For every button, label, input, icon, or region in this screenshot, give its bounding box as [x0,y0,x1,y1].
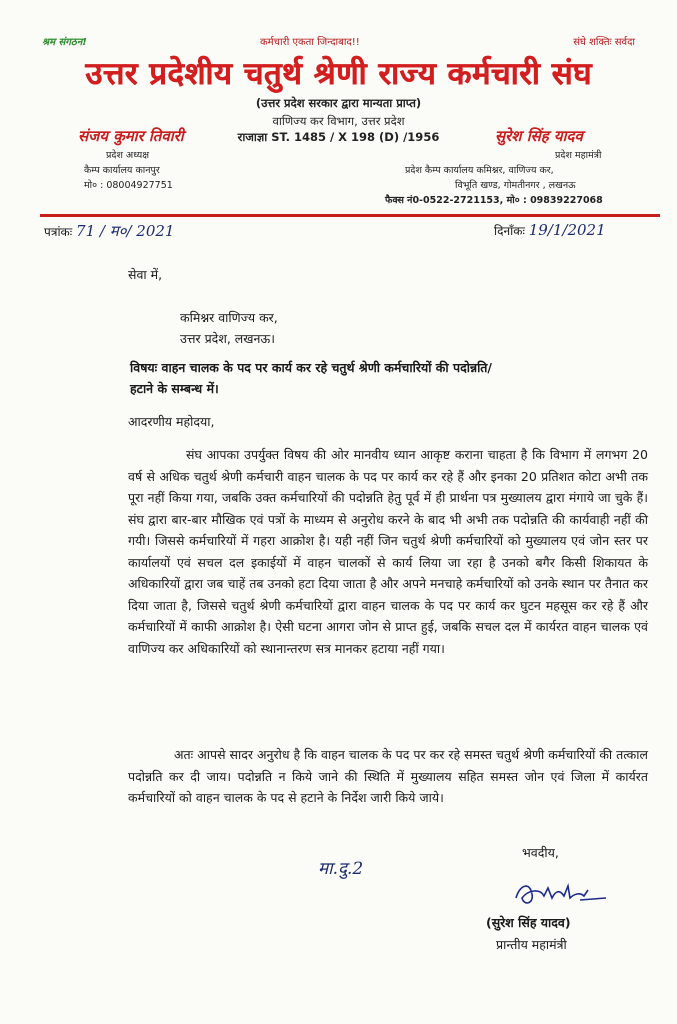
recognition-line: (उत्तर प्रदेश सरकार द्वारा मान्यता प्राप्त) [255,96,422,110]
signer-name: (सुरेश सिंह यादव) [486,915,571,930]
slogan-right: संघे शक्तिः सर्वदा [573,37,635,48]
letter-date-label: दिनाँकः [494,224,525,238]
header-divider [40,214,660,217]
reference-number [44,221,174,241]
left-office-location: कैम्प कार्यालय कानपुर [84,165,160,176]
subject-line-1: विषयः वाहन चालक के पद पर कार्य कर रहे चतुर्थ श्रेणी कर्मचारियों की पदोन्नति/ [130,360,493,375]
reference-number-value: 71 / म०/ 2021 [76,222,175,240]
left-office-block [78,126,184,193]
greeting: आदरणीय महोदया, [128,414,215,429]
right-office-designation: प्रदेश महामंत्री [555,150,602,161]
recipient-line-2: उत्तर प्रदेश, लखनऊ। [180,331,275,346]
signer-title: प्रान्तीय महामंत्री [496,937,567,952]
body-paragraph-1: संघ आपका उपर्युक्त विषय की ओर मानवीय ध्यान आकृष्ट कराना चाहता है कि विभाग में लगभग 20 वर्ष से अधिक चतुर्थ श्रेणी कर्मचारी वाहन चालक के पद पर कार्य कर रहे हैं और इनका 20 प्रतिशत कोटा अभी तक पूरा नहीं किया गया, जबकि उक्त कर्मचारियों की पदोन्नति हेतु पूर्व में ही प्रार्थना पत्र मुख्यालय द्वारा मंगाये जा चुके हैं। संघ द्वारा बार-बार मौखिक एवं पत्रों के माध्यम से अनुरोध करने के बाद भी अभी तक पदोन्नति की कार्यवाही नहीं की गयी। जिससे कर्मचारियों में गहरा आक्रोश है। यही नहीं जिन चतुर्थ श्रेणी कर्मचारियों को मुख्यालय एवं जोन स्तर पर कार्यालयों एवं सचल दल इकाईयों में वाहन चालकों से कार्य लिया जा रहा है उनको बगैर किसी शिकायत के अधिकारियों द्वारा जब चाहें तब उनको हटा दिया जाता है और अपने मनचाहे कर्मचारियों को उनके स्थान पर तैनात कर दिया जाता है, जिससे चतुर्थ श्रेणी कर्मचारियों द्वारा वाहन चालक के पद पर कार्य कर घुटन महसूस कर रहे हैं और कर्मचारियों में काफी आक्रोश है। ऐसी घटना आगरा जोन से प्राप्त हुई, जबकि सचल दल में कार्यरत वाहन चालक एवं वाणिज्य कर अधिकारियों को स्थानान्तरण सत्र मानकर हटाया नहीं गया। [128,447,648,656]
handwritten-annotation: मा.दु.2 [318,859,364,879]
body-paragraph-2: अतः आपसे सादर अनुरोध है कि वाहन चालक के पद पर कर रहे समस्त चतुर्थ श्रेणी कर्मचारियों की तत्काल पदोन्नति कर दी जाय। पदोन्नति न किये जाने की स्थिति में मुख्यालय सहित समस्त जोन एवं जिला में कार्यरत कर्मचारियों को वाहन चालक के पद से हटाने के निर्देश जारी किये जाये। [128,747,648,805]
right-office-address-1: प्रदेश कैम्प कार्यालय कमिश्नर, वाणिज्य कर, [405,165,554,176]
salutation-to: सेवा में, [128,267,163,282]
department-line: वाणिज्य कर विभाग, उत्तर प्रदेश [272,114,405,128]
left-office-designation: प्रदेश अध्यक्ष [106,150,150,161]
letter-date-value: 19/1/2021 [528,221,606,239]
organization-name: उत्तर प्रदेशीय चतुर्थ श्रेणी राज्य कर्मचारी संघ [85,56,592,92]
subject-line-2: हटाने के सम्बन्ध में। [130,381,219,396]
right-office-address-2: विभूति खण्ड, गोमतीनगर , लखनऊ [455,180,576,191]
reference-number-label: पत्रांकः [44,225,73,239]
closing: भवदीय, [522,845,559,860]
right-office-contact: फैक्स नं0-0522-2721153, मो० : 09839227068 [385,195,603,206]
right-office-name: सुरेश सिंह यादव [495,127,583,145]
letter-date [494,221,606,239]
signature [510,876,610,910]
recipient-line-1: कमिश्नर वाणिज्य कर, [180,310,278,325]
registration-line: राजाज्ञा ST. 1485 / X 198 (D) /1956 [237,130,440,144]
left-office-mobile: मो० : 08004927751 [84,180,173,191]
slogan-center: कर्मचारी एकता जिन्दाबाद!! [260,37,360,48]
left-office-name: संजय कुमार तिवारी [78,127,184,145]
right-office-block [385,126,645,208]
slogan-left: श्रम संगठन! [42,37,87,48]
